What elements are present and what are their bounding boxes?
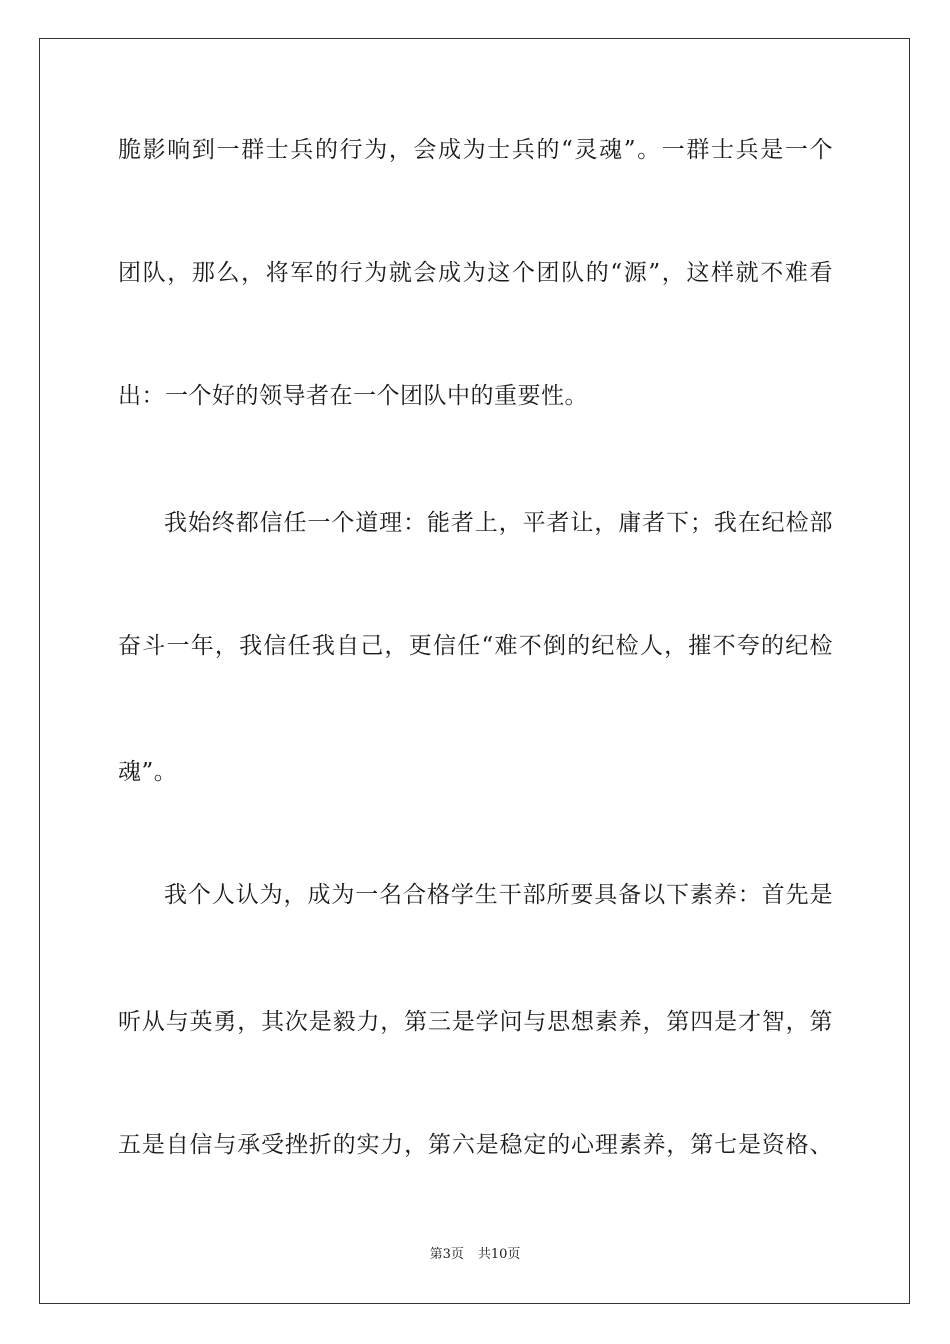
paragraph-line: 我个人认为，成为一名合格学生干部所要具备以下素养：首先是 — [164, 882, 833, 908]
paragraph-line: 奋斗一年，我信任我自己，更信任“难不倒的纪检人，摧不夸的纪检 — [118, 633, 833, 659]
page-total: 共10页 — [477, 1247, 521, 1262]
paragraph-line: 我始终都信任一个道理：能者上，平者让，庸者下；我在纪检部 — [164, 510, 833, 536]
paragraph-line: 出：一个好的领导者在一个团队中的重要性。 — [118, 383, 588, 409]
paragraph-line: 听从与英勇，其次是毅力，第三是学问与思想素养，第四是才智，第 — [118, 1009, 833, 1035]
paragraph-line: 魂”。 — [118, 759, 178, 785]
paragraph-line: 团队，那么，将军的行为就会成为这个团队的“源”，这样就不难看 — [118, 260, 833, 286]
page-number: 第3页 — [429, 1247, 464, 1262]
paragraph-line: 脆影响到一群士兵的行为，会成为士兵的“灵魂”。一群士兵是一个 — [118, 137, 833, 163]
page-border — [39, 38, 910, 1304]
paragraph-line: 五是自信与承受挫折的实力，第六是稳定的心理素养，第七是资格、 — [118, 1132, 833, 1158]
page-footer — [0, 1246, 950, 1264]
